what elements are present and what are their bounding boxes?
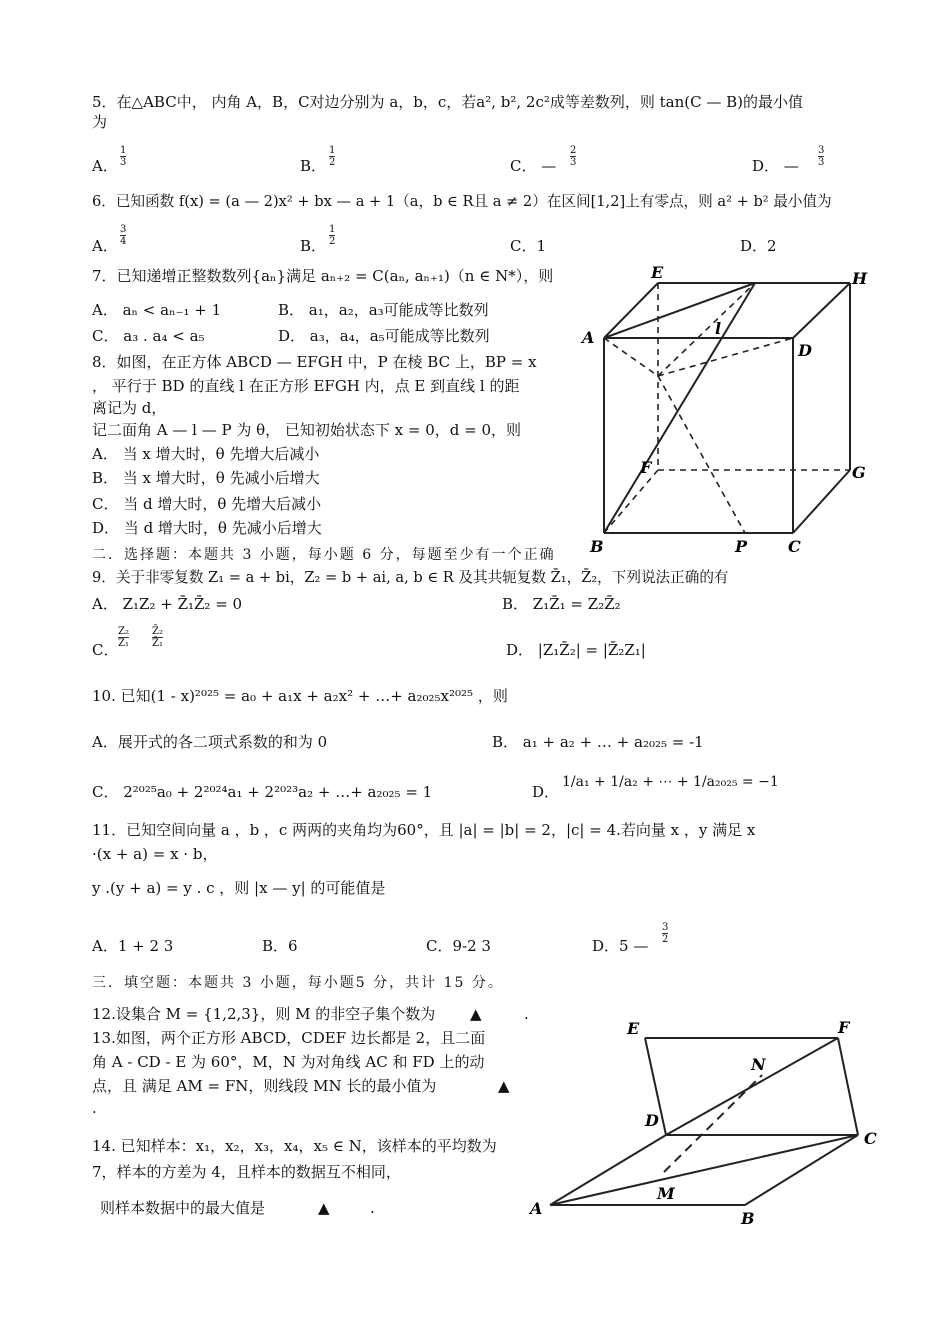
label-N: N (751, 1055, 766, 1074)
q14-line1: 14. 已知样本：x₁，x₂，x₃，x₄，x₅ ∈ N，该样本的平均数为 (92, 1137, 497, 1155)
q8-option-d: D． 当 d 增大时，θ 先减小后增大 (92, 519, 322, 537)
q9-option-b: B． Z₁Z̄₁ = Z₂Z̄₂ (502, 595, 621, 613)
q10-stem: 10. 已知(1 - x)²⁰²⁵ = a₀ + a₁x + a₂x² + …+ a₂₀₂₅x²⁰²⁵ ，则 (92, 687, 508, 705)
line-A-to-EH (604, 283, 755, 338)
q6-a-fraction: $\frac{3}{4}$ (120, 224, 127, 247)
q6-option-a: A． (92, 237, 118, 255)
q10-option-c: C． 2²⁰²⁵a₀ + 2²⁰²⁴a₁ + 2²⁰²³a₂ + …+ a₂₀₂₅ = 1 (92, 783, 433, 801)
q12-stem: 12.设集合 M = {1,2,3}，则 M 的非空子集个数为 (92, 1005, 436, 1023)
q13-line3: 点，且 满足 AM = FN，则线段 MN 长的最小值为 (92, 1077, 437, 1095)
q5-d-fraction: $\frac{3}{3}$ (818, 145, 825, 168)
section-3-heading: 三．填空题：本题共 3 小题，每小题5 分，共计 15 分。 (92, 975, 504, 991)
q13-line2: 角 A - CD - E 为 60°，M，N 为对角线 AC 和 FD 上的动 (92, 1053, 485, 1071)
label-E: E (627, 1019, 640, 1038)
edge-AD (550, 1135, 666, 1205)
q11-option-c: C．9-2 3 (426, 937, 491, 955)
q12-answer-blank: ▲ (470, 1005, 482, 1023)
q7-option-a: A． aₙ < aₙ₋₁ + 1 (92, 301, 222, 319)
label-F: F (640, 458, 652, 477)
q6-option-c: C．1 (510, 237, 547, 255)
q6-option-d: D．2 (740, 237, 777, 255)
section-2-heading: 二．选择题：本题共 3 小题，每小题 6 分，每题至少有一个正确 (92, 547, 556, 563)
q11-option-b: B．6 (262, 937, 298, 955)
q8-line2: ， 平行于 BD 的直线 l 在正方形 EFGH 内，点 E 到直线 l 的距 (92, 377, 520, 395)
q14-end: . (370, 1199, 375, 1217)
label-l: l (715, 319, 722, 338)
edge-BC (745, 1135, 858, 1205)
q11-line2: ·(x + a) = x · b， (92, 845, 218, 863)
q9-option-c-prefix: C． (92, 641, 119, 659)
q5-option-d: D． — (752, 157, 799, 175)
q5-c-fraction: $\frac{2}{3}$ (570, 145, 577, 168)
q7-option-d: D． a₃，a₄，a₅可能成等比数列 (278, 327, 490, 345)
label-G: G (852, 463, 866, 482)
two-squares-figure (525, 1010, 900, 1230)
q8-line1: 8．如图，在正方体 ABCD — EFGH 中，P 在棱 BC 上，BP = x (92, 353, 537, 371)
q10-option-d-prefix: D． (532, 783, 560, 801)
q5-option-c: C． — (510, 157, 557, 175)
q7-stem: 7．已知递增正整数数列{aₙ}满足 aₙ₊₂ = C(aₙ, aₙ₊₁)（n ∈ N*），则 (92, 267, 554, 285)
edge-CG (793, 470, 850, 533)
q6-stem: 6．已知函数 f(x) = (a — 2)x² + bx — a + 1（a，b ∈ R且 a ≠ 2）在区间[1,2]上有零点，则 a² + b² 最小值为 (92, 193, 832, 210)
q11-d-fraction: $\frac{3}{2}$ (662, 922, 669, 945)
line-B-to-EH (604, 283, 755, 533)
q9-stem: 9．关于非零复数 Z₁ = a + bi，Z₂ = b + ai, a, b ∈ R 及其共轭复数 Z̄₁，Z̄₂，下列说法正确的有 (92, 569, 729, 586)
q9-option-a: A． Z₁Z₂ + Z̄₁Z̄₂ = 0 (92, 595, 243, 613)
q5-b-fraction: $\frac{1}{2}$ (329, 145, 336, 168)
q8-option-c: C． 当 d 增大时，θ 先增大后减小 (92, 495, 322, 513)
label-A: A (530, 1199, 543, 1218)
q9-c-fraction-1: $\frac{\text{Z₂}}{\text{Z₁}}$ (118, 626, 129, 649)
edge-AE (604, 283, 658, 338)
diagonal-DF (666, 1038, 838, 1135)
edge-BF (604, 470, 658, 533)
label-H: H (852, 269, 868, 288)
label-D: D (798, 341, 812, 360)
label-E: E (651, 263, 664, 282)
q14-answer-blank: ▲ (318, 1199, 330, 1217)
q7-option-c: C． a₃ . a₄ < a₅ (92, 327, 205, 345)
edge-FC (838, 1038, 858, 1135)
label-C: C (864, 1129, 877, 1148)
q12-end: . (524, 1005, 529, 1023)
label-D: D (645, 1111, 659, 1130)
line-A-mid (604, 338, 658, 376)
q14-line2: 7，样本的方差为 4，且样本的数据互不相同， (92, 1163, 401, 1181)
label-F: F (838, 1018, 850, 1037)
q11-option-a: A．1 + 2 3 (92, 937, 174, 955)
q11-option-d: D．5 — (592, 937, 649, 955)
cube-figure (570, 255, 880, 560)
q10-option-b: B． a₁ + a₂ + … + a₂₀₂₅ = -1 (492, 733, 704, 751)
line-mid-P (658, 376, 745, 533)
q9-c-fraction-2: $\frac{\text{Z̄₂}}{\text{Z̄₁}}$ (152, 626, 163, 649)
q14-line3: 则样本数据中的最大值是 (100, 1199, 266, 1217)
q5-option-b: B． (300, 157, 327, 175)
q10-option-a: A．展开式的各二项式系数的和为 0 (92, 733, 328, 751)
q5-a-fraction: $\frac{1}{3}$ (120, 145, 127, 168)
label-A: A (582, 328, 595, 347)
label-C: C (788, 537, 801, 556)
label-B: B (590, 537, 604, 556)
q6-option-b: B． (300, 237, 327, 255)
q5-stem-line2: 为 (92, 113, 108, 131)
diagonal-AC (550, 1135, 858, 1205)
q11-line1: 11．已知空间向量 a ，b ，c 两两的夹角均为60°，且 |a| = |b| = 2，|c| = 4.若向量 x ，y 满足 x (92, 821, 756, 839)
q13-line1: 13.如图，两个正方形 ABCD，CDEF 边长都是 2，且二面 (92, 1029, 486, 1047)
label-B: B (741, 1209, 755, 1228)
q5-stem-line1: 5．在△ABC中， 内角 A，B，C对边分别为 a，b，c，若a², b², 2c²成等差数列，则 tan(C — B)的最小值 (92, 93, 804, 111)
q8-option-a: A． 当 x 增大时，θ 先增大后减小 (92, 445, 320, 463)
q9-option-d: D． |Z₁Z̄₂| = |Z̄₂Z₁| (506, 641, 646, 659)
q7-option-b: B． a₁，a₂，a₃可能成等比数列 (278, 301, 489, 319)
q11-line3: y .(y + a) = y . c ，则 |x — y| 的可能值是 (92, 879, 386, 897)
q8-line3: 离记为 d， (92, 399, 167, 417)
q8-line4: 记二面角 A — l — P 为 θ， 已知初始状态下 x = 0，d = 0，则 (92, 421, 522, 439)
label-M: M (657, 1184, 675, 1203)
label-P: P (735, 537, 748, 556)
q13-end: . (92, 1099, 97, 1117)
edge-DH (793, 283, 850, 338)
q8-option-b: B． 当 x 增大时，θ 先减小后增大 (92, 469, 320, 487)
q13-answer-blank: ▲ (498, 1077, 510, 1095)
q5-option-a: A． (92, 157, 118, 175)
q10-option-d-expression: 1/a₁ + 1/a₂ + ⋯ + 1/a₂₀₂₅ = −1 (562, 774, 779, 790)
q6-b-fraction: $\frac{1}{2}$ (329, 224, 336, 247)
